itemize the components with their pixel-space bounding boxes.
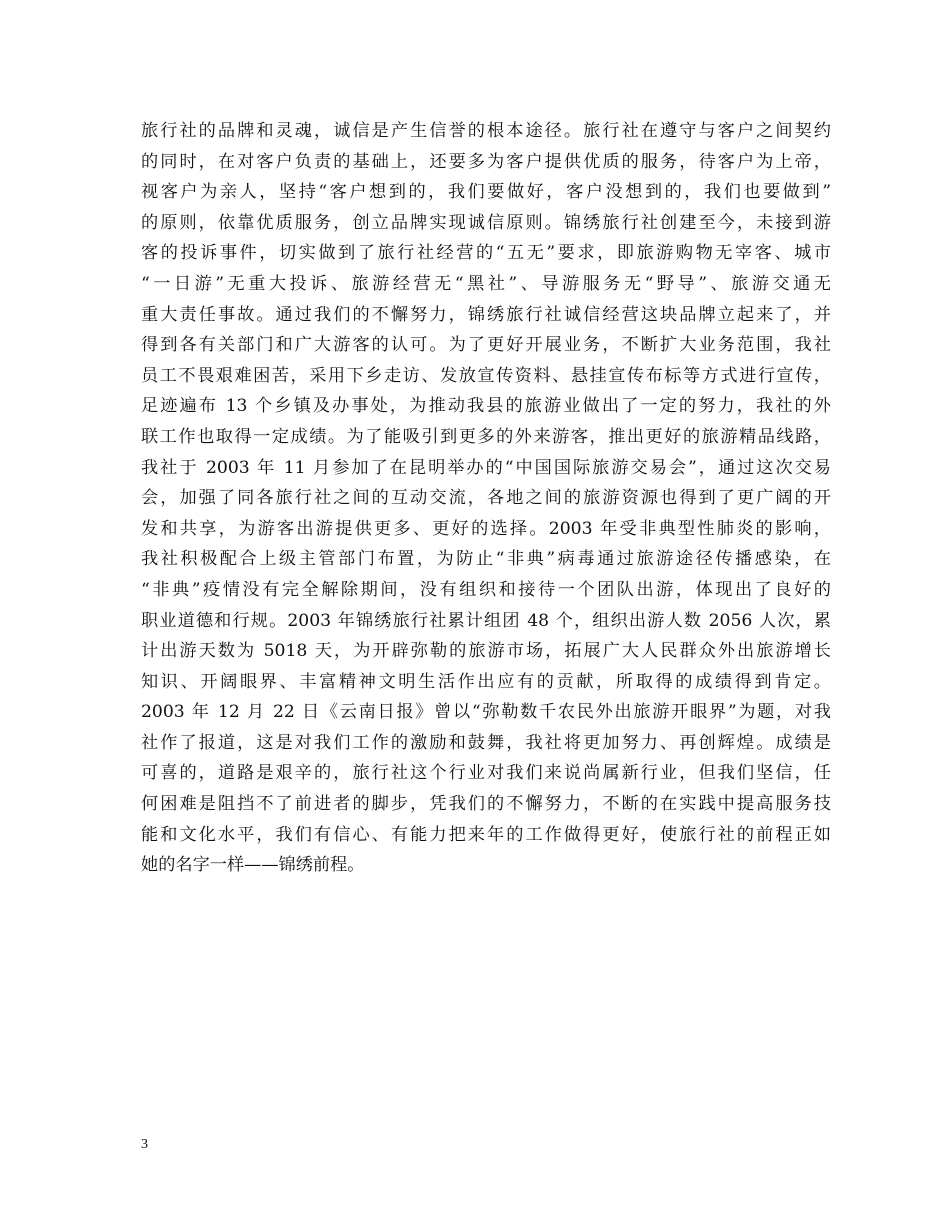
text-line: “非典”疫情没有完全解除期间，没有组织和接待一个团队出游，体现出了良好的: [141, 579, 831, 600]
text-line: 发和共享，为游客出游提供更多、更好的选择。2003 年受非典型性肺炎的影响，: [141, 518, 831, 539]
text-line: 何困难是阻挡不了前进者的脚步，凭我们的不懈努力，不断的在实践中提高服务技: [141, 794, 831, 815]
text-line: 2003 年 12 月 22 日《云南日报》曾以“弥勒数千农民外出旅游开眼界”为题，对我: [141, 702, 831, 723]
text-line: 会，加强了同各旅行社之间的互动交流，各地之间的旅游资源也得到了更广阔的开: [141, 488, 831, 509]
text-line: 员工不畏艰难困苦，采用下乡走访、发放宣传资料、悬挂宣传布标等方式进行宣传，: [141, 365, 831, 386]
text-line: “一日游”无重大投诉、旅游经营无“黑社”、导游服务无“野导”、旅游交通无: [141, 273, 831, 294]
text-line: 客的投诉事件，切实做到了旅行社经营的“五无”要求，即旅游购物无宰客、城市: [141, 243, 831, 264]
text-line: 旅行社的品牌和灵魂，诚信是产生信誉的根本途径。旅行社在遵守与客户之间契约: [141, 121, 831, 141]
text-line: 足迹遍布 13 个乡镇及办事处，为推动我县的旅游业做出了一定的努力，我社的外: [141, 396, 831, 417]
body-paragraph: [141, 116, 831, 881]
text-line: 我社积极配合上级主管部门布置，为防止“非典”病毒通过旅游途径传播感染，在: [141, 549, 831, 570]
text-line: 知识、开阔眼界、丰富精神文明生活作出应有的贡献，所取得的成绩得到肯定。: [141, 671, 831, 692]
page-number: 3: [141, 1137, 148, 1152]
text-line: 能和文化水平，我们有信心、有能力把来年的工作做得更好，使旅行社的前程正如: [141, 824, 831, 845]
text-line-last: 她的名字一样——锦绣前程。: [141, 855, 365, 876]
text-line: 联工作也取得一定成绩。为了能吸引到更多的外来游客，推出更好的旅游精品线路，: [141, 426, 831, 447]
text-line: 我社于 2003 年 11 月参加了在昆明举办的“中国国际旅游交易会”，通过这次交易: [141, 457, 831, 478]
text-line: 职业道德和行规。2003 年锦绣旅行社累计组团 48 个，组织出游人数 2056 人次，累: [141, 610, 831, 631]
text-line: 计出游天数为 5018 天，为开辟弥勒的旅游市场，拓展广大人民群众外出旅游增长: [141, 641, 831, 662]
text-line: 的原则，依靠优质服务，创立品牌实现诚信原则。锦绣旅行社创建至今，未接到游: [141, 212, 831, 233]
text-line: 得到各有关部门和广大游客的认可。为了更好开展业务，不断扩大业务范围，我社: [141, 335, 831, 356]
text-line: 社作了报道，这是对我们工作的激励和鼓舞，我社将更加努力、再创辉煌。成绩是: [141, 732, 831, 753]
text-line: 视客户为亲人，坚持“客户想到的，我们要做好，客户没想到的，我们也要做到”: [141, 182, 831, 203]
text-line: 重大责任事故。通过我们的不懈努力，锦绣旅行社诚信经营这块品牌立起来了，并: [141, 304, 831, 325]
text-line: 的同时，在对客户负责的基础上，还要多为客户提供优质的服务，待客户为上帝，: [141, 151, 831, 172]
text-line: 可喜的，道路是艰辛的，旅行社这个行业对我们来说尚属新行业，但我们坚信，任: [141, 763, 831, 784]
